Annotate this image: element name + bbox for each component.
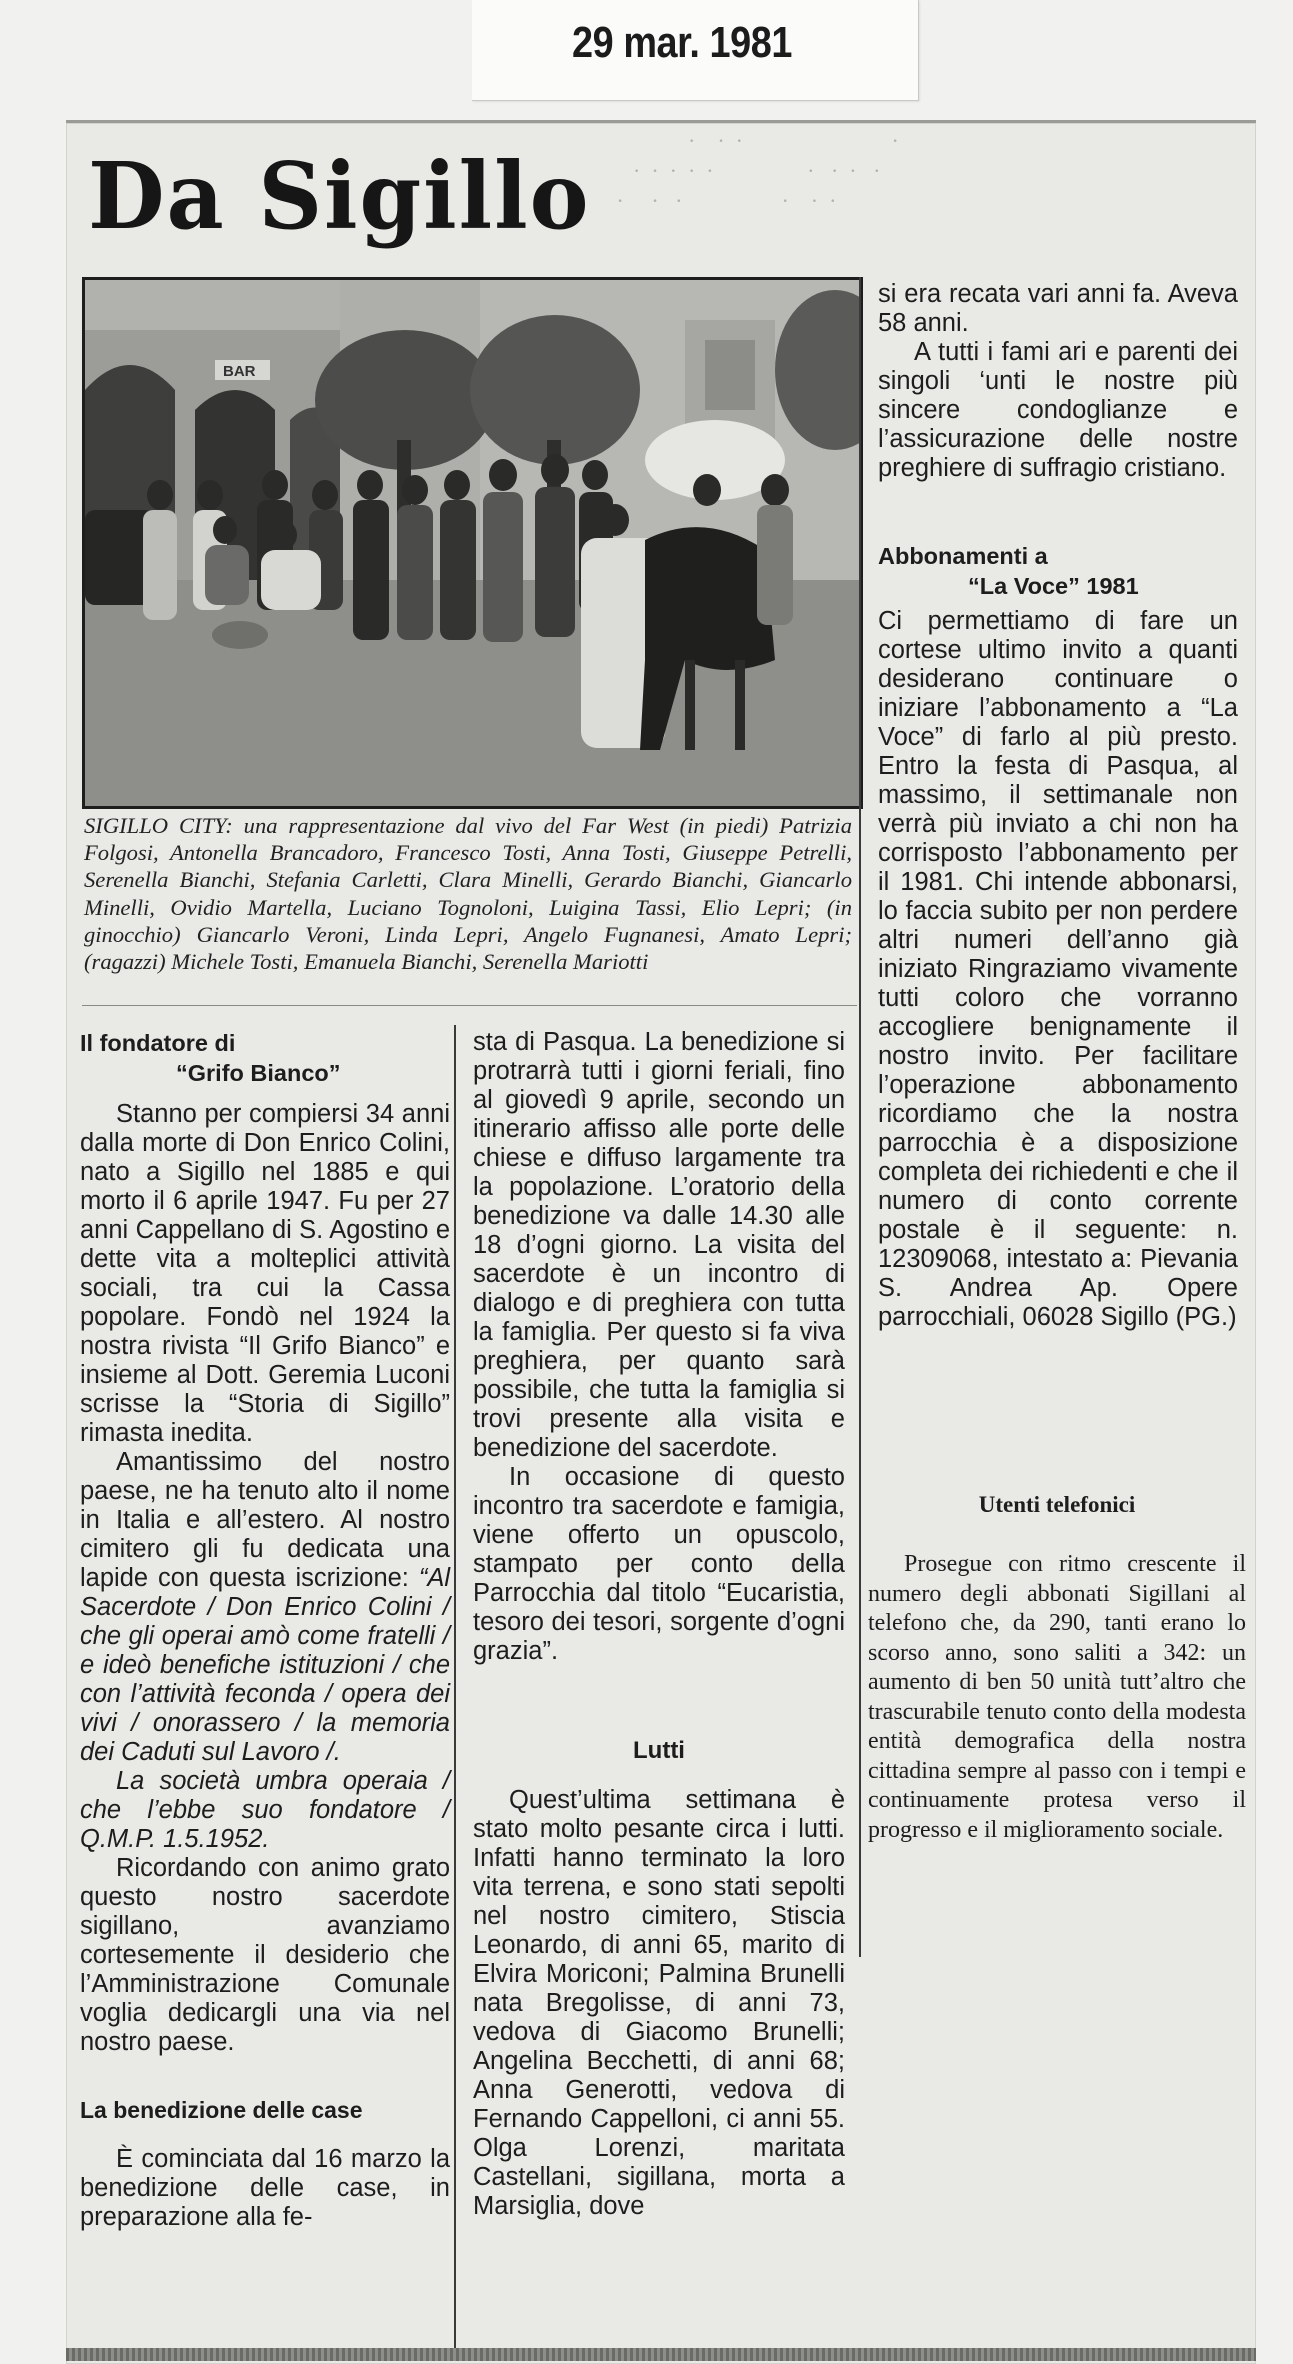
clipping-bottom-edge	[66, 2348, 1256, 2361]
bar-sign: BAR	[223, 363, 256, 380]
section-title-abbonamenti-line1: Abbonamenti a	[878, 543, 1048, 569]
news-photo	[82, 277, 863, 809]
column-rule-2	[859, 277, 861, 1957]
date-text: 29 mar. 1981	[572, 18, 792, 67]
paragraph: Stanno per compiersi 34 anni dalla morte di Don Enrico Colini, nato a Sigillo nel 1885 e qui morto il 6 aprile 1947. Fu per 27 anni Cappellano di S. Agostino e dette vita a molteplici attività sociali, tra cui la Cassa popolare. Fondò nel 1924 la nostra rivista “Il Grifo Bianco” e insieme al Dott. Geremia Luconi scrisse la “Storia di Sigillo” rimasta inedita.	[80, 1100, 450, 1447]
photo-illustration	[85, 280, 860, 806]
column-1	[80, 1028, 450, 2232]
caption-divider	[82, 1005, 857, 1006]
section-title-abbonamenti-line2: “La Voce” 1981	[968, 573, 1139, 599]
paragraph-text: Amantissimo del nostro paese, ne ha tenuto alto il nome in Italia e all’estero. Al nostro cimitero gli fu dedicata una lapide con questa iscrizione:	[80, 1448, 450, 1592]
column-2	[473, 1028, 845, 2221]
headline: Da Sigillo	[88, 142, 591, 250]
paragraph: Quest’ultima settimana è stato molto pesante circa i lutti. Infatti hanno terminato la loro vita terrena, e sono stati sepolti nel nostro cimitero, Stiscia Leonardo, di anni 65, marito di Elvira Moriconi; Palmina Brunelli nata Bregolisse, di anni 73, vedova di Giacomo Brunelli; Angelina Becchetti, di anni 68; Anna Generotti, vedova di Fernando Cappelloni, ci anni 55. Olga Lorenzi, maritata Castellani, sigillana, morta a Marsiglia, dove	[473, 1786, 845, 2220]
paragraph: si era recata vari anni fa. Aveva 58 anni.	[878, 280, 1238, 337]
date-stamp	[472, 0, 919, 101]
paragraph: A tutti i fami ari e parenti dei singoli ‘unti le nostre più sincere condoglianze e l’assicurazione delle nostre preghiere di suffragio cristiano.	[878, 338, 1238, 482]
paragraph: Ci permettiamo di fare un cortese ultimo invito a quanti desiderano continuare o iniziare l’abbonamento a “La Voce” di farlo al più presto. Entro la festa di Pasqua, al massimo, il settimanale non verrà più inviato a chi non ha corrisposto l’abbonamento per il 1981. Chi intende abbonarsi, lo faccia subito per non perdere altri numeri dell’anno già iniziato Ringraziamo vivamente tutti coloro che vorranno accogliere benignamente il nostro invito. Per facilitare l’operazione abbonamento ricordiamo che la nostra parrocchia è a disposizione completa dei richiedenti e che il numero di conto corrente postale è il seguente: n. 12309068, intestato a: Pievania S. Andrea Ap. Opere parrocchiali, 06028 Sigillo (PG.)	[878, 607, 1238, 1331]
paragraph	[80, 1448, 450, 1767]
column-3	[878, 280, 1238, 1332]
paragraph: In occasione di questo incontro tra sacerdote e famigia, viene offerto un opuscolo, stampato per conto della Parrocchia dal titolo “Eucaristia, tesoro dei tesori, sorgente d’ogni grazia”.	[473, 1463, 845, 1665]
column-3-telefoni	[868, 1490, 1246, 1845]
inscription-signature: La società umbra operaia / che l’ebbe suo fondatore / Q.M.P. 1.5.1952.	[80, 1767, 450, 1853]
paragraph: Ricordando con animo grato questo nostro sacerdote sigillano, avanziamo cortesemente il desiderio che l’Amministrazione Comunale voglia dedicargli una via nel nostro paese.	[80, 1854, 450, 2056]
section-title-benedizione: La benedizione delle case	[80, 2097, 363, 2123]
section-title-lutti: Lutti	[633, 1737, 685, 1764]
photo-caption: SIGILLO CITY: una rappresentazione dal vivo del Far West (in piedi) Patrizia Folgosi, Antonella Brancadoro, Francesco Tosti, Anna Tosti, Giuseppe Petrelli, Serenella Bianchi, Stefania Carletti, Clara Minelli, Gerardo Bianchi, Giancarlo Minelli, Ovidio Martella, Luciano Tognoloni, Luigina Tassi, Elio Lepri; (in ginocchio) Giancarlo Veroni, Linda Lepri, Angelo Fugnanesi, Amato Lepri; (ragazzi) Michele Tosti, Emanuela Bianchi, Serenella Mariotti	[84, 813, 852, 975]
section-title-fondatore-line2: “Grifo Bianco”	[176, 1060, 341, 1086]
paragraph: Prosegue con ritmo crescente il numero degli abbonati Sigillani al telefono che, da 290, tanti erano lo scorso anno, sono saliti a 342: un aumento di ben 50 unità tutt’altro che trascurabile tenuto conto della modesta entità demografica della nostra cittadina sempre al passo con i tempi e continuamente protesa verso il progresso e il miglioramento sociale.	[868, 1551, 1246, 1843]
paragraph: sta di Pasqua. La benedizione si protrarrà tutti i giorni feriali, fino al giovedì 9 aprile, secondo un itinerario affisso alle porte delle chiese e diffuso largamente tra la popolazione. L’oratorio della benedizione va dalle 14.30 alle 18 d’ogni giorno. La visita del sacerdote è un incontro di dialogo e di preghiera con tutta la famiglia. Per questo si fa viva preghiera, per quanto sarà possibile, che tutta la famiglia si trovi presente alla visita e benedizione del sacerdote.	[473, 1028, 845, 1462]
section-title-fondatore-line1: Il fondatore di	[80, 1030, 236, 1056]
bleed-through-text: · · · · · · · · · · · · · · · · · · ·	[616, 128, 899, 213]
section-title-telefoni: Utenti telefonici	[978, 1492, 1136, 1517]
paragraph: È cominciata dal 16 marzo la benedizione delle case, in preparazione alla fe-	[80, 2145, 450, 2231]
inscription-text: “Al Sacerdote / Don Enrico Colini / che gli operai amò come fratelli / e ideò benefiche istituzioni / che con l’attività feconda / opera dei vivi / onorassero / la memoria dei Caduti sul Lavoro /.	[80, 1564, 450, 1766]
column-rule-1	[454, 1025, 456, 2350]
